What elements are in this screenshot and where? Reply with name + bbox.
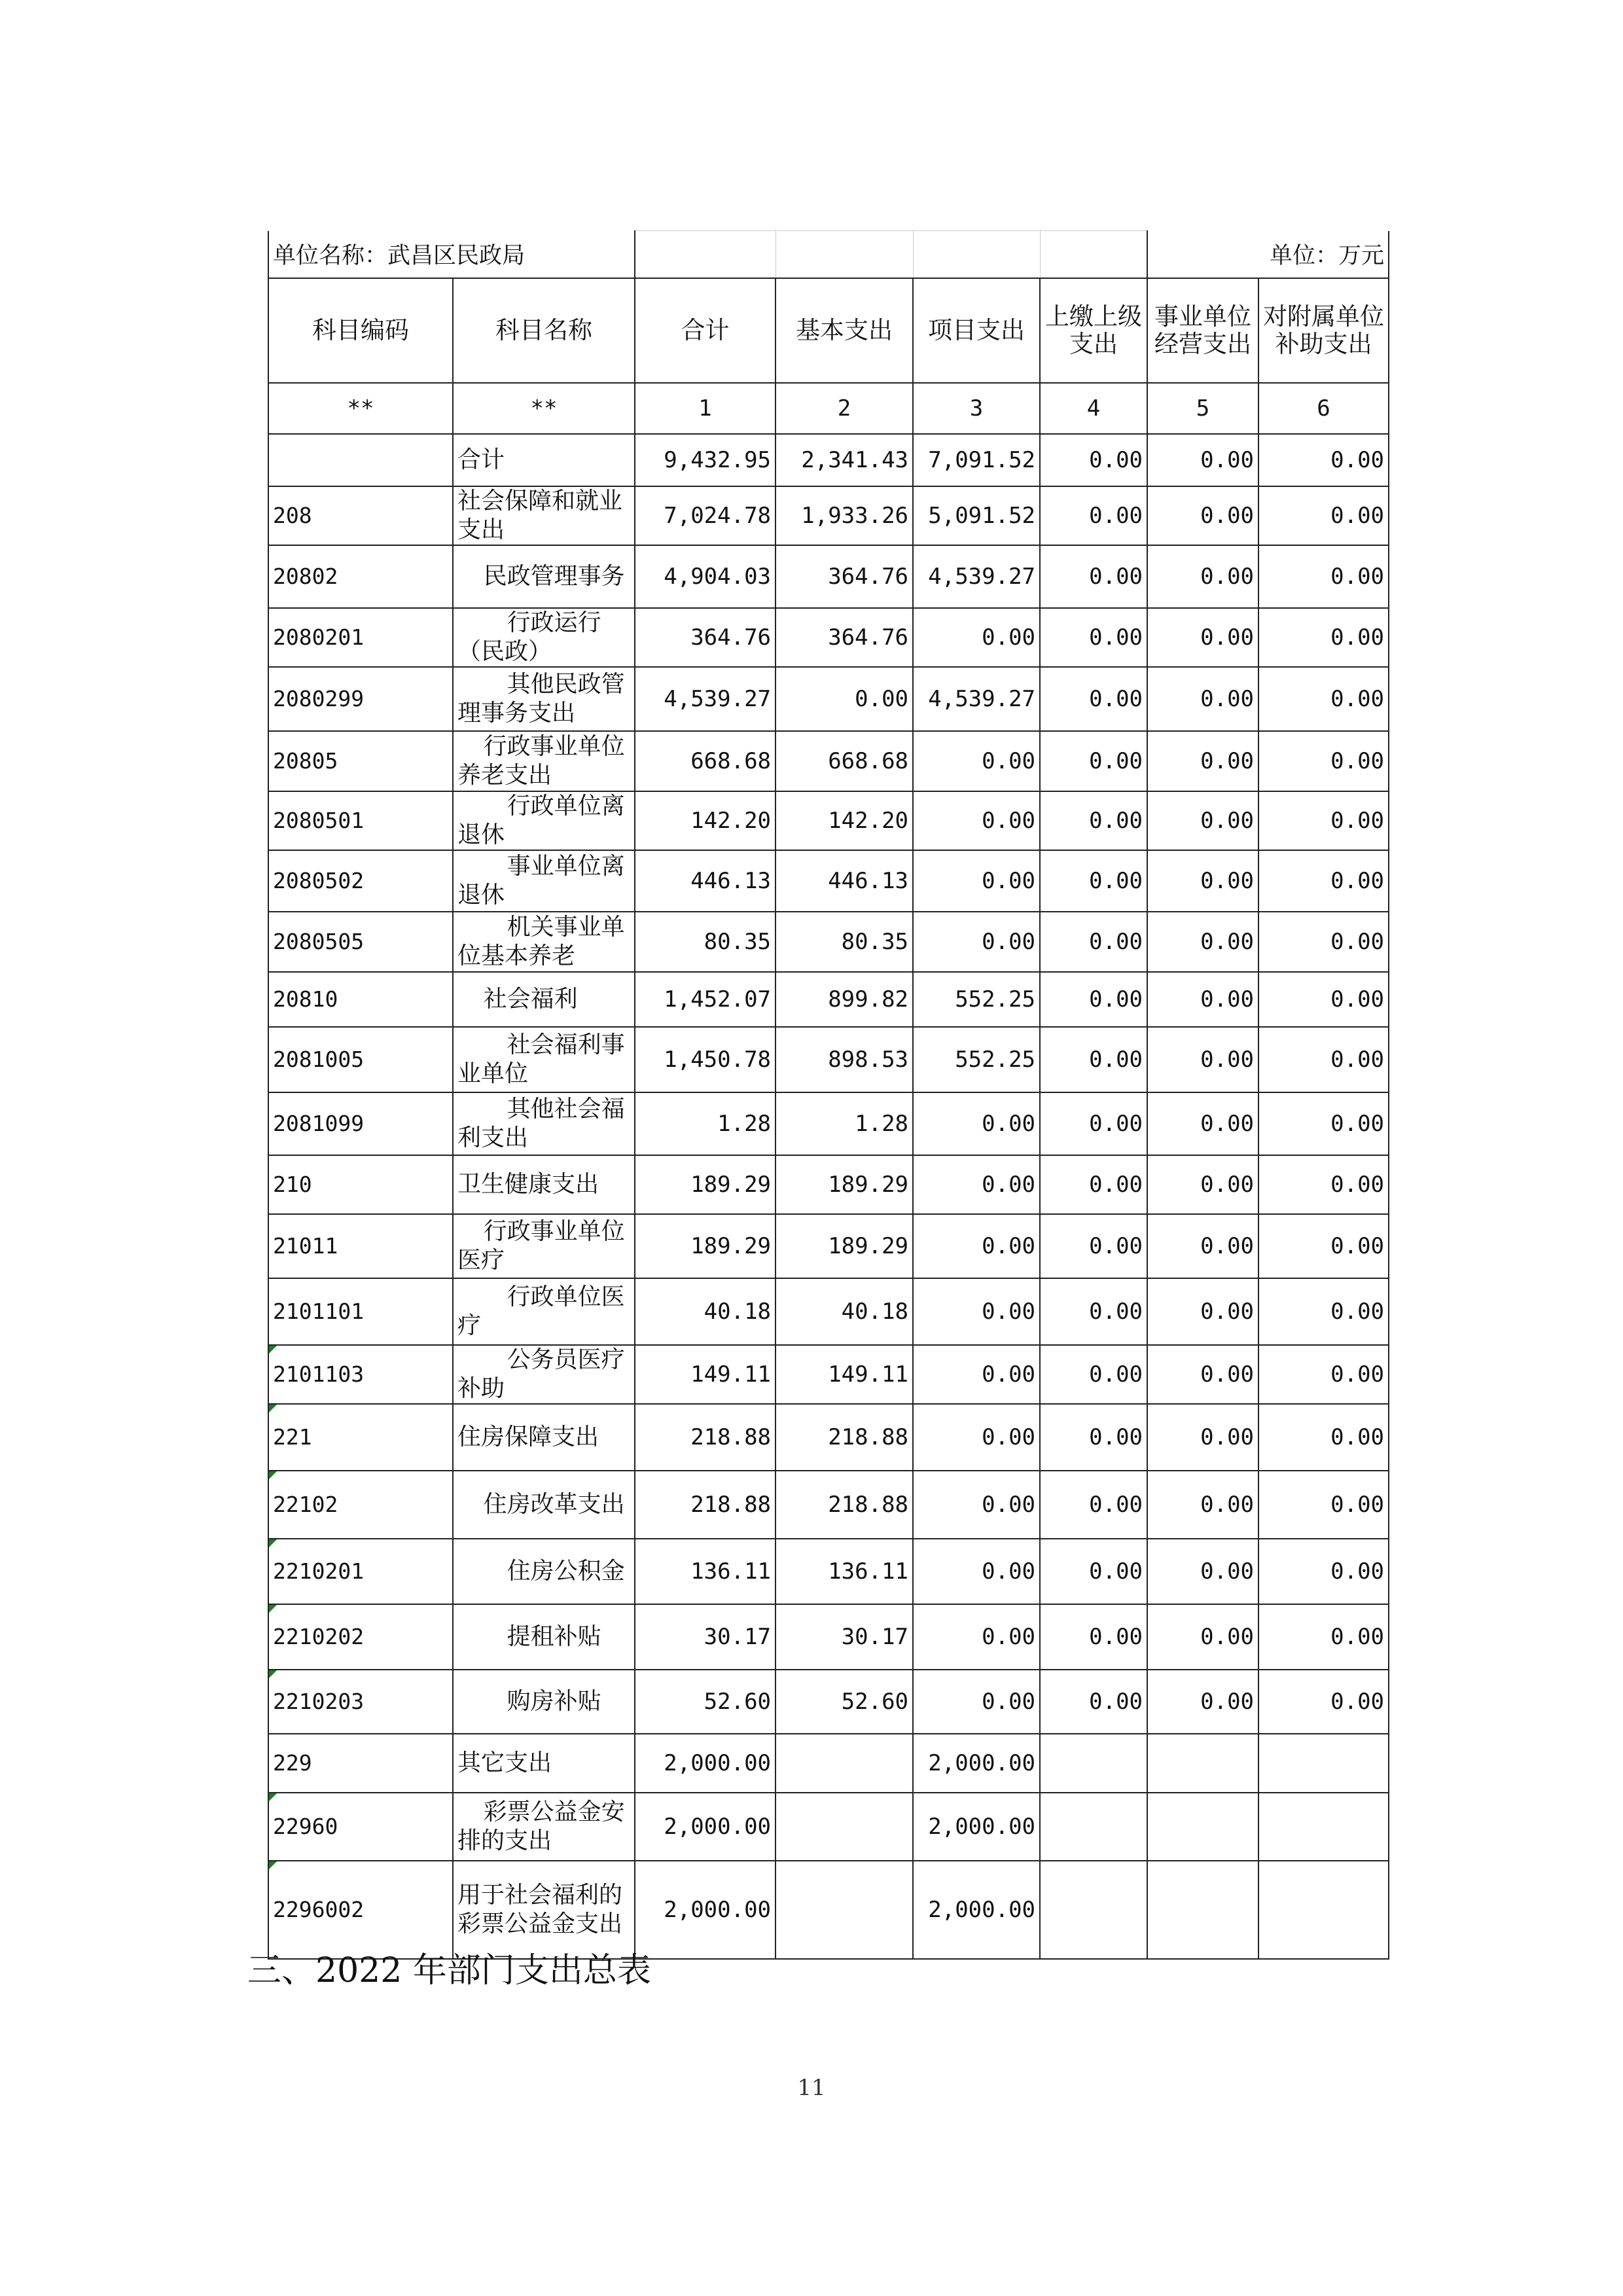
subject-name: 民政管理事务 <box>453 545 635 608</box>
amount-cell: 364.76 <box>776 608 913 667</box>
amount-cell: 0.00 <box>1040 791 1147 850</box>
amount-cell: 0.00 <box>1147 1670 1258 1734</box>
amount-cell: 9,432.95 <box>635 434 776 486</box>
subject-name: 行政单位离退休 <box>453 791 635 850</box>
amount-cell: 0.00 <box>913 1345 1040 1404</box>
amount-cell: 149.11 <box>776 1345 913 1404</box>
amount-cell: 30.17 <box>635 1604 776 1670</box>
subject-name: 住房公积金 <box>453 1539 635 1604</box>
index-cell: 4 <box>1040 383 1147 434</box>
amount-cell: 218.88 <box>776 1471 913 1539</box>
amount-cell: 0.00 <box>1258 850 1389 912</box>
amount-cell: 5,091.52 <box>913 486 1040 545</box>
subject-code: 2210201 <box>268 1539 453 1604</box>
amount-cell: 142.20 <box>776 791 913 850</box>
subject-code: 2080501 <box>268 791 453 850</box>
amount-cell: 0.00 <box>1258 1539 1389 1604</box>
amount-cell: 1,450.78 <box>635 1027 776 1092</box>
header-cell: 对附属单位补助支出 <box>1258 278 1389 383</box>
unit-name-cell <box>268 231 635 278</box>
amount-cell: 0.00 <box>1040 731 1147 791</box>
meta-blank-cell <box>635 231 776 278</box>
subject-code <box>268 434 453 486</box>
amount-cell: 0.00 <box>913 912 1040 972</box>
amount-cell: 136.11 <box>776 1539 913 1604</box>
amount-cell <box>776 1734 913 1793</box>
table-row <box>268 545 1389 608</box>
subject-code: 21011 <box>268 1214 453 1278</box>
amount-cell: 0.00 <box>1040 545 1147 608</box>
subject-code: 22960 <box>268 1793 453 1861</box>
amount-cell: 0.00 <box>1147 791 1258 850</box>
index-cell: 2 <box>776 383 913 434</box>
amount-cell: 0.00 <box>1258 486 1389 545</box>
table-row <box>268 1539 1389 1604</box>
subject-code: 2080299 <box>268 667 453 731</box>
amount-cell: 0.00 <box>1258 912 1389 972</box>
amount-cell: 7,091.52 <box>913 434 1040 486</box>
amount-cell: 0.00 <box>1258 1214 1389 1278</box>
amount-cell: 7,024.78 <box>635 486 776 545</box>
amount-cell: 0.00 <box>1258 972 1389 1027</box>
meta-blank-cell <box>776 231 913 278</box>
subject-code: 2080505 <box>268 912 453 972</box>
subject-name: 机关事业单位基本养老 <box>453 912 635 972</box>
amount-cell: 0.00 <box>1147 486 1258 545</box>
amount-cell: 0.00 <box>1147 850 1258 912</box>
amount-cell: 446.13 <box>776 850 913 912</box>
amount-cell: 2,000.00 <box>913 1793 1040 1861</box>
amount-cell: 0.00 <box>1040 1278 1147 1345</box>
amount-cell: 0.00 <box>1040 608 1147 667</box>
amount-cell: 0.00 <box>1040 486 1147 545</box>
amount-cell: 0.00 <box>1258 1404 1389 1471</box>
amount-cell: 80.35 <box>635 912 776 972</box>
header-cell: 合计 <box>635 278 776 383</box>
amount-cell: 0.00 <box>1040 1471 1147 1539</box>
table-row <box>268 1214 1389 1278</box>
amount-cell: 0.00 <box>1258 1278 1389 1345</box>
amount-cell: 0.00 <box>1147 608 1258 667</box>
subject-code: 20805 <box>268 731 453 791</box>
amount-cell: 0.00 <box>1040 1027 1147 1092</box>
page-number: 11 <box>797 2075 826 2101</box>
amount-cell: 552.25 <box>913 972 1040 1027</box>
amount-cell: 4,904.03 <box>635 545 776 608</box>
amount-cell: 0.00 <box>1147 1278 1258 1345</box>
section-heading: 三、2022 年部门支出总表 <box>247 1951 651 1990</box>
amount-cell: 0.00 <box>913 1471 1040 1539</box>
amount-cell <box>1147 1861 1258 1959</box>
subject-name: 行政运行（民政） <box>453 608 635 667</box>
amount-cell: 446.13 <box>635 850 776 912</box>
amount-cell: 0.00 <box>1147 545 1258 608</box>
subject-code: 2101103 <box>268 1345 453 1404</box>
amount-cell: 668.68 <box>635 731 776 791</box>
subject-code: 210 <box>268 1155 453 1214</box>
amount-cell <box>776 1793 913 1861</box>
amount-cell: 1.28 <box>776 1092 913 1155</box>
amount-cell: 0.00 <box>1147 1539 1258 1604</box>
amount-cell: 0.00 <box>1040 1345 1147 1404</box>
amount-cell: 2,000.00 <box>635 1861 776 1959</box>
amount-cell: 30.17 <box>776 1604 913 1670</box>
subject-code: 2081005 <box>268 1027 453 1092</box>
amount-cell: 0.00 <box>1040 1539 1147 1604</box>
amount-cell: 0.00 <box>1258 1155 1389 1214</box>
amount-cell: 0.00 <box>913 1404 1040 1471</box>
amount-cell: 218.88 <box>635 1471 776 1539</box>
subject-code: 2080502 <box>268 850 453 912</box>
index-cell: ** <box>268 383 453 434</box>
meta-blank-cell <box>1040 231 1147 278</box>
amount-cell: 0.00 <box>1258 434 1389 486</box>
table-row <box>268 1278 1389 1345</box>
amount-cell: 0.00 <box>1040 1670 1147 1734</box>
amount-cell: 668.68 <box>776 731 913 791</box>
amount-cell: 0.00 <box>1147 1604 1258 1670</box>
subject-name: 事业单位离退休 <box>453 850 635 912</box>
subject-code: 20810 <box>268 972 453 1027</box>
amount-cell: 0.00 <box>1040 1214 1147 1278</box>
amount-cell: 899.82 <box>776 972 913 1027</box>
amount-cell: 0.00 <box>1147 731 1258 791</box>
amount-cell <box>776 1861 913 1959</box>
amount-cell: 0.00 <box>1147 1027 1258 1092</box>
amount-cell: 218.88 <box>635 1404 776 1471</box>
amount-cell: 2,000.00 <box>635 1734 776 1793</box>
amount-cell: 40.18 <box>776 1278 913 1345</box>
table-row <box>268 1793 1389 1861</box>
amount-cell: 218.88 <box>776 1404 913 1471</box>
table-row <box>268 791 1389 850</box>
amount-cell: 1,933.26 <box>776 486 913 545</box>
subject-name: 行政事业单位医疗 <box>453 1214 635 1278</box>
table-row <box>268 486 1389 545</box>
amount-cell: 40.18 <box>635 1278 776 1345</box>
amount-cell: 4,539.27 <box>913 545 1040 608</box>
amount-cell: 0.00 <box>913 1670 1040 1734</box>
index-cell: 3 <box>913 383 1040 434</box>
amount-cell: 0.00 <box>913 1155 1040 1214</box>
header-cell: 科目编码 <box>268 278 453 383</box>
amount-cell: 0.00 <box>1040 667 1147 731</box>
amount-cell <box>1040 1734 1147 1793</box>
unit-name: 单位名称：武昌区民政局 <box>273 243 526 269</box>
amount-cell: 0.00 <box>1040 1404 1147 1471</box>
subject-name: 其他民政管理事务支出 <box>453 667 635 731</box>
index-cell: 5 <box>1147 383 1258 434</box>
subject-name: 行政事业单位养老支出 <box>453 731 635 791</box>
table-row <box>268 1345 1389 1404</box>
amount-cell <box>1040 1793 1147 1861</box>
amount-cell: 0.00 <box>1147 1214 1258 1278</box>
amount-cell: 364.76 <box>635 608 776 667</box>
amount-cell: 142.20 <box>635 791 776 850</box>
table-row <box>268 1670 1389 1734</box>
header-cell: 项目支出 <box>913 278 1040 383</box>
header-cell: 事业单位经营支出 <box>1147 278 1258 383</box>
amount-cell: 0.00 <box>1040 850 1147 912</box>
amount-cell: 0.00 <box>1040 972 1147 1027</box>
amount-cell: 0.00 <box>1147 1471 1258 1539</box>
amount-cell <box>1040 1861 1147 1959</box>
amount-cell: 364.76 <box>776 545 913 608</box>
header-row <box>268 278 1389 383</box>
subject-code: 2080201 <box>268 608 453 667</box>
amount-cell: 0.00 <box>776 667 913 731</box>
amount-cell: 0.00 <box>1147 912 1258 972</box>
amount-cell: 0.00 <box>1147 434 1258 486</box>
index-row <box>268 383 1389 434</box>
table-row <box>268 1404 1389 1471</box>
amount-cell: 0.00 <box>1258 667 1389 731</box>
subject-name: 其他社会福利支出 <box>453 1092 635 1155</box>
expenditure-table <box>268 230 1389 1960</box>
amount-cell: 0.00 <box>1040 1092 1147 1155</box>
amount-cell: 52.60 <box>635 1670 776 1734</box>
amount-cell: 0.00 <box>1147 1345 1258 1404</box>
amount-cell: 80.35 <box>776 912 913 972</box>
table-row <box>268 434 1389 486</box>
header-cell: 基本支出 <box>776 278 913 383</box>
amount-cell: 4,539.27 <box>635 667 776 731</box>
subject-name: 提租补贴 <box>453 1604 635 1670</box>
amount-cell: 0.00 <box>1258 731 1389 791</box>
subject-code: 2081099 <box>268 1092 453 1155</box>
amount-cell: 149.11 <box>635 1345 776 1404</box>
amount-cell: 0.00 <box>1258 1670 1389 1734</box>
subject-code: 2296002 <box>268 1861 453 1959</box>
amount-cell: 0.00 <box>1040 912 1147 972</box>
subject-code: 2210202 <box>268 1604 453 1670</box>
unit-cell <box>1147 231 1389 278</box>
meta-row <box>268 231 1389 278</box>
subject-name: 彩票公益金安排的支出 <box>453 1793 635 1861</box>
amount-cell: 0.00 <box>913 1604 1040 1670</box>
subject-code: 22102 <box>268 1471 453 1539</box>
amount-cell: 1,452.07 <box>635 972 776 1027</box>
amount-cell <box>1258 1861 1389 1959</box>
amount-cell: 0.00 <box>1040 1155 1147 1214</box>
amount-cell: 4,539.27 <box>913 667 1040 731</box>
table-row <box>268 608 1389 667</box>
amount-cell: 0.00 <box>913 608 1040 667</box>
amount-cell: 189.29 <box>776 1155 913 1214</box>
amount-cell: 0.00 <box>1258 791 1389 850</box>
amount-cell: 0.00 <box>1147 1092 1258 1155</box>
table-row <box>268 1734 1389 1793</box>
unit-label: 单位：万元 <box>1270 243 1385 269</box>
amount-cell: 0.00 <box>1258 1471 1389 1539</box>
table-row <box>268 1155 1389 1214</box>
subject-name: 社会福利 <box>453 972 635 1027</box>
subject-name: 住房保障支出 <box>453 1404 635 1471</box>
meta-blank-cell <box>913 231 1040 278</box>
amount-cell <box>1147 1793 1258 1861</box>
amount-cell <box>1147 1734 1258 1793</box>
amount-cell <box>1258 1793 1389 1861</box>
table-row <box>268 850 1389 912</box>
amount-cell: 2,341.43 <box>776 434 913 486</box>
amount-cell: 0.00 <box>913 731 1040 791</box>
table-row <box>268 1027 1389 1092</box>
amount-cell: 0.00 <box>1147 972 1258 1027</box>
index-cell: 1 <box>635 383 776 434</box>
amount-cell: 0.00 <box>1258 1092 1389 1155</box>
amount-cell <box>1258 1734 1389 1793</box>
subject-code: 2210203 <box>268 1670 453 1734</box>
amount-cell: 0.00 <box>1147 667 1258 731</box>
header-cell: 上缴上级支出 <box>1040 278 1147 383</box>
index-cell: ** <box>453 383 635 434</box>
amount-cell: 1.28 <box>635 1092 776 1155</box>
amount-cell: 2,000.00 <box>635 1793 776 1861</box>
subject-code: 208 <box>268 486 453 545</box>
amount-cell: 0.00 <box>1147 1404 1258 1471</box>
amount-cell: 0.00 <box>913 850 1040 912</box>
amount-cell: 0.00 <box>913 791 1040 850</box>
table-row <box>268 1604 1389 1670</box>
table-row <box>268 972 1389 1027</box>
subject-code: 20802 <box>268 545 453 608</box>
subject-name: 合计 <box>453 434 635 486</box>
subject-name: 其它支出 <box>453 1734 635 1793</box>
amount-cell: 0.00 <box>1040 1604 1147 1670</box>
subject-name: 卫生健康支出 <box>453 1155 635 1214</box>
amount-cell: 189.29 <box>635 1214 776 1278</box>
subject-name: 用于社会福利的彩票公益金支出 <box>453 1861 635 1959</box>
subject-name: 住房改革支出 <box>453 1471 635 1539</box>
table-row <box>268 731 1389 791</box>
amount-cell: 0.00 <box>1040 434 1147 486</box>
subject-name: 购房补贴 <box>453 1670 635 1734</box>
amount-cell: 898.53 <box>776 1027 913 1092</box>
subject-name: 社会福利事业单位 <box>453 1027 635 1092</box>
amount-cell: 0.00 <box>913 1278 1040 1345</box>
table-row <box>268 1092 1389 1155</box>
amount-cell: 189.29 <box>776 1214 913 1278</box>
amount-cell: 2,000.00 <box>913 1861 1040 1959</box>
table-body <box>268 231 1389 1959</box>
table-row <box>268 912 1389 972</box>
index-cell: 6 <box>1258 383 1389 434</box>
subject-name: 行政单位医疗 <box>453 1278 635 1345</box>
amount-cell: 136.11 <box>635 1539 776 1604</box>
amount-cell: 0.00 <box>1258 608 1389 667</box>
amount-cell: 0.00 <box>1258 1345 1389 1404</box>
amount-cell: 0.00 <box>1147 1155 1258 1214</box>
subject-name: 公务员医疗补助 <box>453 1345 635 1404</box>
amount-cell: 189.29 <box>635 1155 776 1214</box>
subject-code: 229 <box>268 1734 453 1793</box>
table-row <box>268 667 1389 731</box>
amount-cell: 2,000.00 <box>913 1734 1040 1793</box>
subject-code: 2101101 <box>268 1278 453 1345</box>
subject-name: 社会保障和就业支出 <box>453 486 635 545</box>
subject-code: 221 <box>268 1404 453 1471</box>
amount-cell: 0.00 <box>913 1214 1040 1278</box>
amount-cell: 0.00 <box>1258 1604 1389 1670</box>
table-row <box>268 1471 1389 1539</box>
amount-cell: 0.00 <box>913 1092 1040 1155</box>
header-cell: 科目名称 <box>453 278 635 383</box>
amount-cell: 0.00 <box>1258 1027 1389 1092</box>
amount-cell: 0.00 <box>1258 545 1389 608</box>
amount-cell: 552.25 <box>913 1027 1040 1092</box>
amount-cell: 52.60 <box>776 1670 913 1734</box>
amount-cell: 0.00 <box>913 1539 1040 1604</box>
